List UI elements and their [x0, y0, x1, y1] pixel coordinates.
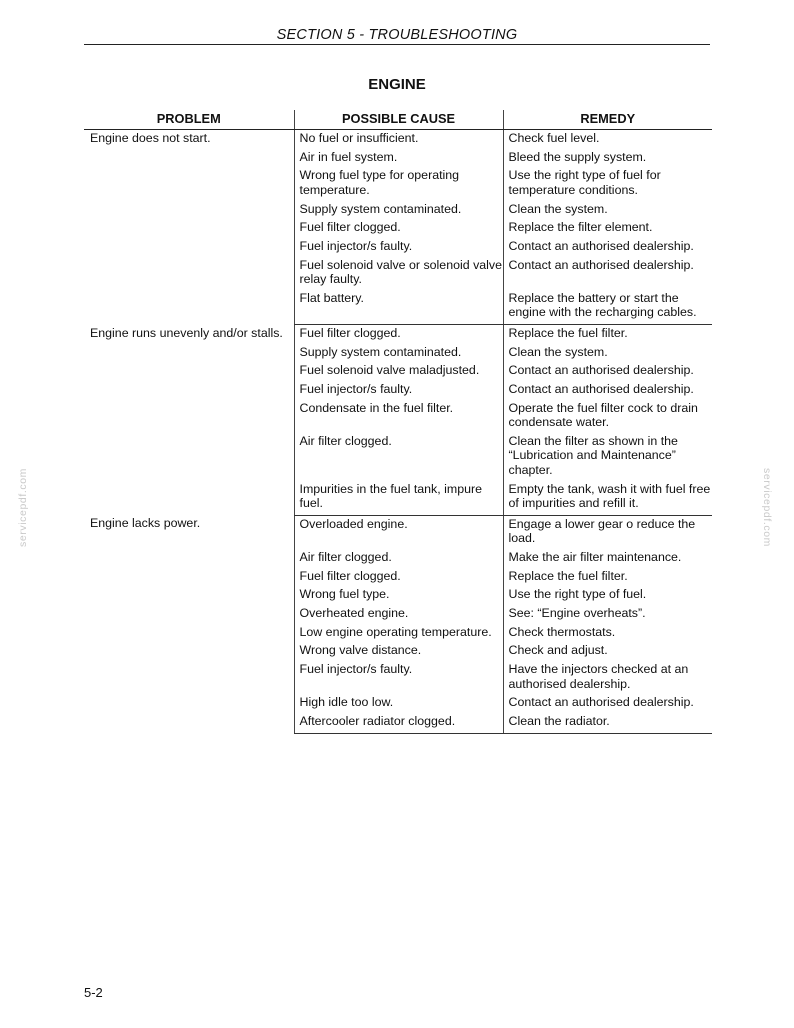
cause-cell: Low engine operating temperature.: [294, 625, 503, 644]
remedy-cell: Use the right type of fuel for temperature conditions.: [503, 168, 712, 201]
remedy-cell: Contact an authorised dealership.: [503, 239, 712, 258]
column-header-cause: POSSIBLE CAUSE: [294, 110, 503, 130]
cause-cell: Impurities in the fuel tank, impure fuel.: [294, 482, 503, 516]
remedy-cell: Make the air filter maintenance.: [503, 550, 712, 569]
cause-cell: Flat battery.: [294, 291, 503, 325]
table-row: [84, 325, 712, 345]
cause-cell: Aftercooler radiator clogged.: [294, 714, 503, 733]
cause-cell: Fuel filter clogged.: [294, 220, 503, 239]
cause-cell: Overloaded engine.: [294, 515, 503, 550]
column-header-problem: PROBLEM: [84, 110, 294, 130]
problem-cell: Engine does not start.: [90, 131, 211, 145]
remedy-cell: Check thermostats.: [503, 625, 712, 644]
table-header-row: [84, 110, 712, 130]
troubleshooting-table: [84, 110, 712, 734]
cause-cell: Fuel injector/s faulty.: [294, 239, 503, 258]
remedy-cell: Empty the tank, wash it with fuel free of impurities and refill it.: [503, 482, 712, 516]
cause-cell: Air filter clogged.: [294, 434, 503, 482]
cause-cell: Air in fuel system.: [294, 150, 503, 169]
remedy-cell: Clean the radiator.: [503, 714, 712, 733]
remedy-cell: Check fuel level.: [503, 130, 712, 150]
cause-cell: Fuel solenoid valve maladjusted.: [294, 363, 503, 382]
page-number: 5-2: [84, 985, 103, 1000]
remedy-cell: See: “Engine overheats”.: [503, 606, 712, 625]
cause-cell: Fuel filter clogged.: [294, 569, 503, 588]
watermark-left: servicepdf.com: [17, 468, 29, 548]
remedy-cell: Use the right type of fuel.: [503, 587, 712, 606]
cause-cell: Fuel injector/s faulty.: [294, 382, 503, 401]
column-header-remedy: REMEDY: [503, 110, 712, 130]
remedy-cell: Contact an authorised dealership.: [503, 382, 712, 401]
remedy-cell: Replace the fuel filter.: [503, 325, 712, 345]
cause-cell: Supply system contaminated.: [294, 345, 503, 364]
remedy-cell: Have the injectors checked at an authorised dealership.: [503, 662, 712, 695]
cause-cell: Wrong fuel type.: [294, 587, 503, 606]
table-title: ENGINE: [368, 76, 426, 93]
problem-cell: Engine lacks power.: [90, 516, 201, 531]
remedy-cell: Replace the filter element.: [503, 220, 712, 239]
remedy-cell: Operate the fuel filter cock to drain condensate water.: [503, 401, 712, 434]
remedy-cell: Replace the fuel filter.: [503, 569, 712, 588]
remedy-cell: Bleed the supply system.: [503, 150, 712, 169]
cause-cell: No fuel or insufficient.: [294, 130, 503, 150]
cause-cell: Wrong valve distance.: [294, 643, 503, 662]
table-body: [84, 130, 712, 734]
cause-cell: Fuel injector/s faulty.: [294, 662, 503, 695]
table-row: [84, 130, 712, 150]
cause-cell: Condensate in the fuel filter.: [294, 401, 503, 434]
remedy-cell: Engage a lower gear o reduce the load.: [503, 515, 712, 550]
remedy-cell: Replace the battery or start the engine with the recharging cables.: [503, 291, 712, 325]
cause-cell: Air filter clogged.: [294, 550, 503, 569]
cause-cell: High idle too low.: [294, 695, 503, 714]
remedy-cell: Check and adjust.: [503, 643, 712, 662]
remedy-cell: Clean the filter as shown in the “Lubrication and Maintenance” chapter.: [503, 434, 712, 482]
remedy-cell: Contact an authorised dealership.: [503, 363, 712, 382]
watermark-right: servicepdf.com: [761, 468, 773, 548]
cause-cell: Fuel filter clogged.: [294, 325, 503, 345]
remedy-cell: Contact an authorised dealership.: [503, 258, 712, 291]
header-divider: [84, 44, 710, 45]
cause-cell: Wrong fuel type for operating temperature.: [294, 168, 503, 201]
problem-cell: Engine runs unevenly and/or stalls.: [90, 325, 283, 340]
cause-cell: Overheated engine.: [294, 606, 503, 625]
remedy-cell: Contact an authorised dealership.: [503, 695, 712, 714]
section-title: SECTION 5 - TROUBLESHOOTING: [276, 27, 518, 43]
remedy-cell: Clean the system.: [503, 202, 712, 221]
cause-cell: Supply system contaminated.: [294, 202, 503, 221]
remedy-cell: Clean the system.: [503, 345, 712, 364]
table-row: [84, 515, 712, 550]
cause-cell: Fuel solenoid valve or solenoid valve relay faulty.: [294, 258, 503, 291]
